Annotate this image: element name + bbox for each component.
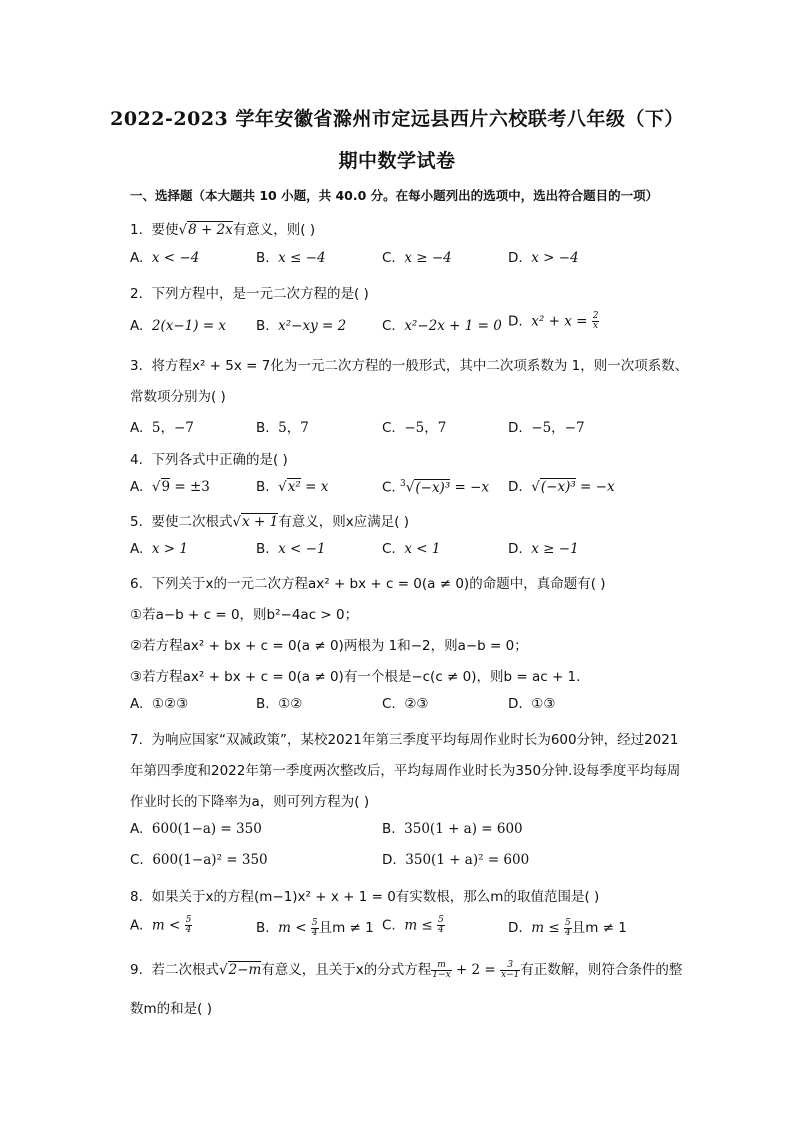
option-c[interactable]: C. x ≥ −4 (382, 250, 452, 266)
question-1 (130, 218, 315, 238)
option-d[interactable]: D. m ≤ $\frac{5}{4}$ 且m ≠ 1 (508, 917, 627, 938)
statement-3: ③若方程ax² + bx + c = 0(a ≠ 0)有一个根是−c(c ≠ 0)，则b = ac + 1. (130, 669, 581, 685)
option-c[interactable]: C. ②③ (382, 696, 429, 712)
option-c[interactable]: C. 600(1−a)² = 350 (130, 852, 268, 868)
question-5: 5. 要使二次根式√x + 1有意义，则x应满足( ) (130, 514, 410, 530)
option-b[interactable]: B. ①② (256, 696, 303, 712)
question-6: 6. 下列关于x的一元二次方程ax² + bx + c = 0(a ≠ 0)的命题中，真命题有( ) (130, 576, 606, 592)
question-8: 8. 如果关于x的方程(m−1)x² + x + 1 = 0有实数根，那么m的取值范围是( ) (130, 889, 600, 905)
question-4: 4. 下列各式中正确的是( ) (130, 452, 288, 468)
question-9-continued: 数m的和是( ) (130, 1001, 212, 1017)
question-7: 7. 为响应国家“双减政策”，某校2021年第三季度平均每周作业时长为600分钟，经过2021 (130, 732, 679, 748)
section-heading-choice: 一、选择题（本大题共 10 小题，共 40.0 分。在每小题列出的选项中，选出符合题目的一项） (130, 188, 659, 203)
question-7-continued: 作业时长的下降率为a，则可列方程为( ) (130, 794, 370, 810)
option-c[interactable]: C. $^3$√(−x)³ = −x (382, 479, 490, 496)
option-a[interactable]: A. m < $\frac{5}{4}$ (130, 915, 192, 935)
radicand: 8 + 2x (188, 222, 233, 238)
option-a[interactable]: A. x < −4 (130, 250, 200, 266)
question-7-continued: 年第四季度和2022年第一季度两次整改后，平均每周作业时长为350分钟.设每季度平均每周 (130, 763, 681, 779)
option-d[interactable]: D. x ≥ −1 (508, 541, 579, 557)
option-c[interactable]: C. m ≤ $\frac{5}{4}$ (382, 915, 444, 935)
question-text: 有意义，则( ) (232, 222, 316, 238)
option-a[interactable]: A. 2(x−1) = x (130, 318, 227, 334)
option-a[interactable]: A. ①②③ (130, 696, 189, 712)
option-d[interactable]: D. −5，−7 (508, 420, 585, 436)
option-b[interactable]: B. m < $\frac{5}{4}$ 且m ≠ 1 (256, 917, 374, 938)
option-a[interactable]: A. 5，−7 (130, 420, 194, 436)
option-d[interactable]: D. 350(1 + a)² = 600 (382, 852, 530, 868)
question-3-continued: 常数项分别为( ) (130, 389, 226, 405)
question-2: 2. 下列方程中，是一元二次方程的是( ) (130, 286, 369, 302)
statement-1: ①若a−b + c = 0，则b²−4ac > 0； (130, 607, 359, 623)
statement-2: ②若方程ax² + bx + c = 0(a ≠ 0)两根为 1和−2，则a−b = 0； (130, 638, 528, 654)
question-3: 3. 将方程x² + 5x = 7化为一元二次方程的一般形式，其中二次项系数为 1，则一次项系数、 (130, 358, 689, 374)
option-d[interactable]: D. x² + x = $\frac{2}{x}$ (508, 311, 599, 331)
option-c[interactable]: C. x < 1 (382, 541, 441, 557)
question-9: 9. 若二次根式√2−m有意义，且关于x的分式方程 $\frac{m}{1-x}$ + 2 = $\frac{3}{x-1}$ 有正数解，则符合条件的整 (130, 959, 683, 980)
fraction: $\frac{2}{x}$ (592, 311, 599, 331)
option-b[interactable]: B. x < −1 (256, 541, 326, 557)
exam-title-line1: 2022-2023 学年安徽省滁州市定远县西片六校联考八年级（下） (110, 108, 684, 130)
option-c[interactable]: C. −5，7 (382, 420, 447, 436)
option-c[interactable]: C. x²−2x + 1 = 0 (382, 318, 502, 334)
option-a[interactable]: A. x > 1 (130, 541, 188, 557)
exam-title-line2: 期中数学试卷 (338, 150, 456, 172)
option-d[interactable]: D. x > −4 (508, 250, 579, 266)
option-d[interactable]: D. √(−x)³ = −x (508, 479, 615, 495)
option-b[interactable]: B. 5，7 (256, 420, 309, 436)
option-d[interactable]: D. ①③ (508, 696, 556, 712)
option-b[interactable]: B. √x² = x (256, 479, 329, 495)
sqrt-symbol: √ (178, 222, 188, 238)
option-b[interactable]: B. x²−xy = 2 (256, 318, 347, 334)
question-number: 1. (130, 222, 143, 238)
question-text: 要使 (151, 222, 179, 238)
option-b[interactable]: B. 350(1 + a) = 600 (382, 821, 523, 837)
option-b[interactable]: B. x ≤ −4 (256, 250, 326, 266)
option-a[interactable]: A. 600(1−a) = 350 (130, 821, 262, 837)
option-a[interactable]: A. √9 = ±3 (130, 479, 210, 495)
